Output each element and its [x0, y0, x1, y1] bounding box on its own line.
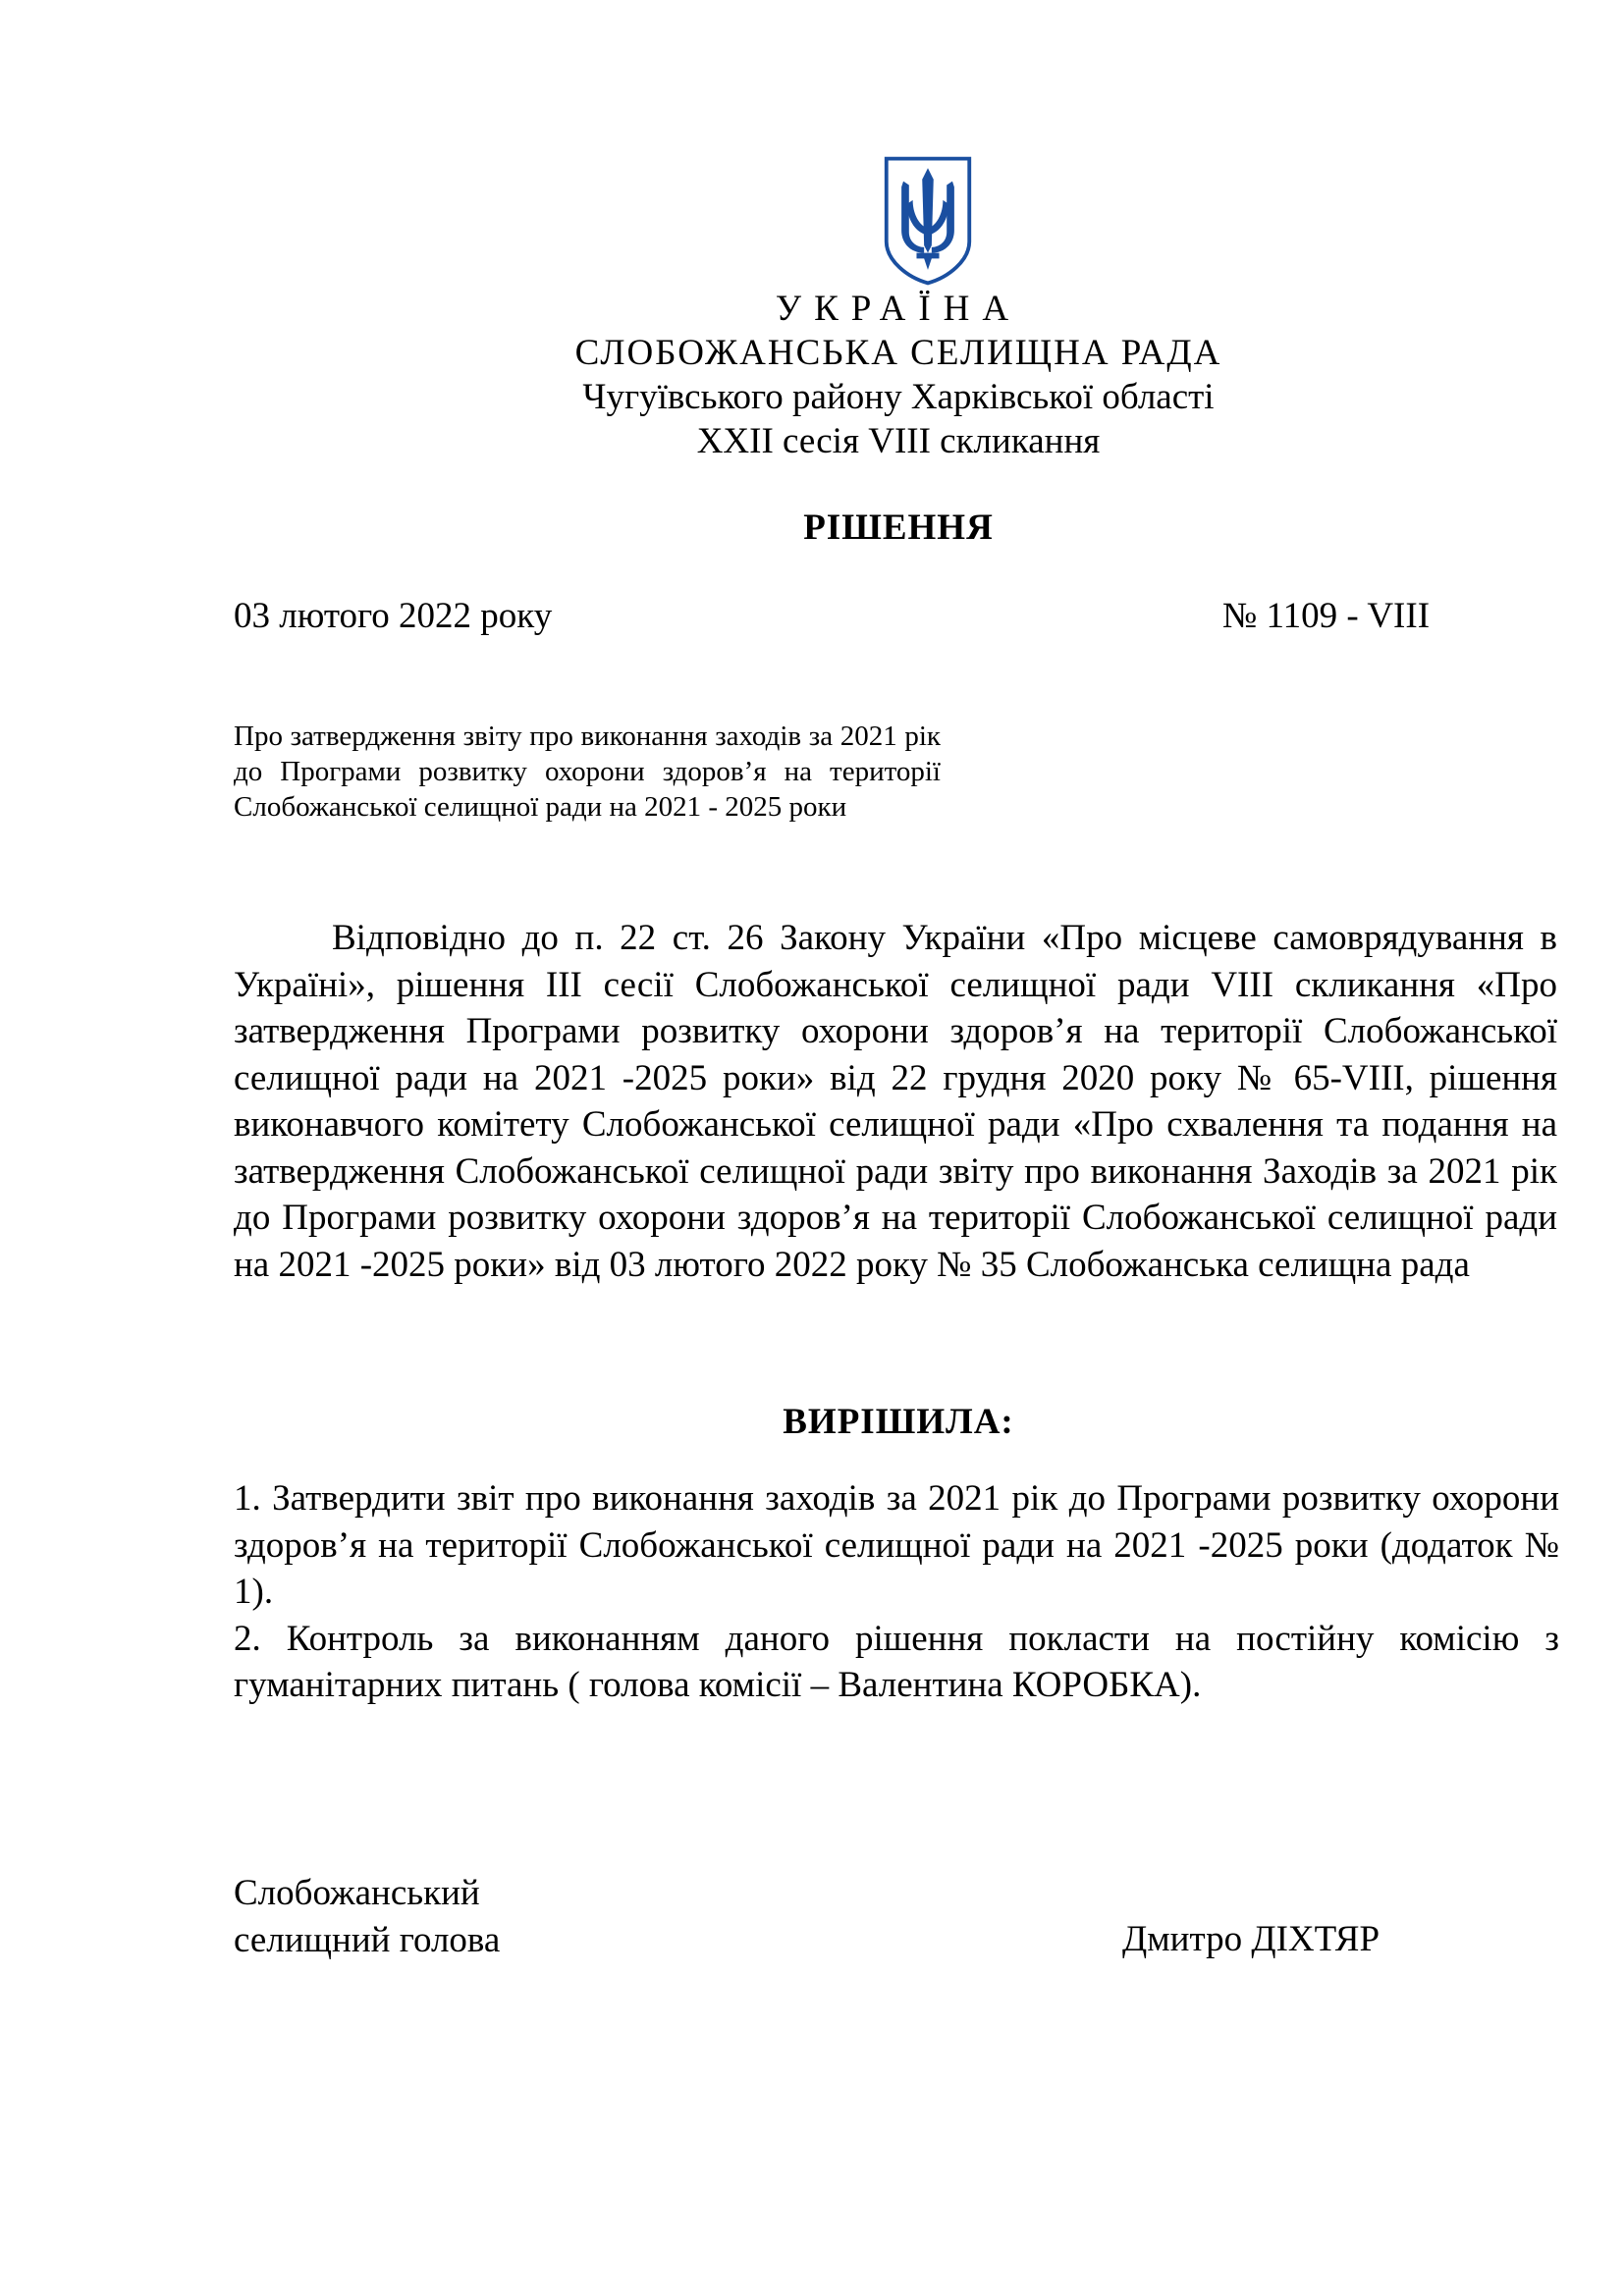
decision-subject: Про затвердження звіту про виконання заходів за 2021 рік до Програми розвитку охорони здоров’я на території Слобожанської селищної ради на 2021 - 2025 роки [234, 721, 941, 823]
decision-item-1: 1. Затвердити звіт про виконання заходів за 2021 рік до Програми розвитку охорони здоров’я на території Слобожанської селищної ради на 2021 -2025 роки (додаток № 1). [234, 1478, 1559, 1612]
decision-item-2: 2. Контроль за виконанням даного рішення покласти на постійну комісію з гуманітарних питань ( голова комісії – Валентина КОРОБКА). [234, 1618, 1559, 1705]
header-council: СЛОБОЖАНСЬКА СЕЛИЩНА РАДА [574, 333, 1222, 373]
signature-role [234, 1870, 500, 1963]
decision-date: 03 лютого 2022 року [234, 596, 553, 636]
signature-name: Дмитро ДІХТЯР [1122, 1919, 1380, 1959]
header-session: ХХІІ сесія VIIІ скликання [696, 421, 1101, 461]
header-country: УКРАЇНА [775, 289, 1022, 329]
preamble-paragraph: Відповідно до п. 22 ст. 26 Закону України «Про місцеве самоврядування в Україні», рішення ІІІ сесії Слобожанської селищної ради VІІІ скликання «Про затвердження Програми розвитку охорони здоров’я на території Слобожанської селищної ради на 2021 -2025 роки» від 22 грудня 2020 року № 65-VIII, рішення виконавчого комітету Слобожанської селищної ради «Про схвалення та подання на затвердження Слобожанської селищної ради звіту про виконання Заходів за 2021 рік до Програми розвитку охорони здоров’я на території Слобожанської селищної ради на 2021 -2025 роки» від 03 лютого 2022 року № 35 Слобожанська селищна рада [234, 918, 1557, 1285]
signature-role-line1: Слобожанський [234, 1873, 480, 1913]
signature-role-line2: селищний голова [234, 1919, 501, 1960]
decision-number: № 1109 - VIII [1222, 596, 1431, 636]
decision-items [234, 1475, 1559, 1709]
document-title: РІШЕННЯ [803, 507, 994, 548]
decided-heading: ВИРІШИЛА: [783, 1402, 1014, 1442]
ukraine-trident-coat-of-arms-icon [881, 154, 975, 288]
header-district: Чугуївського району Харківської області [582, 377, 1215, 417]
